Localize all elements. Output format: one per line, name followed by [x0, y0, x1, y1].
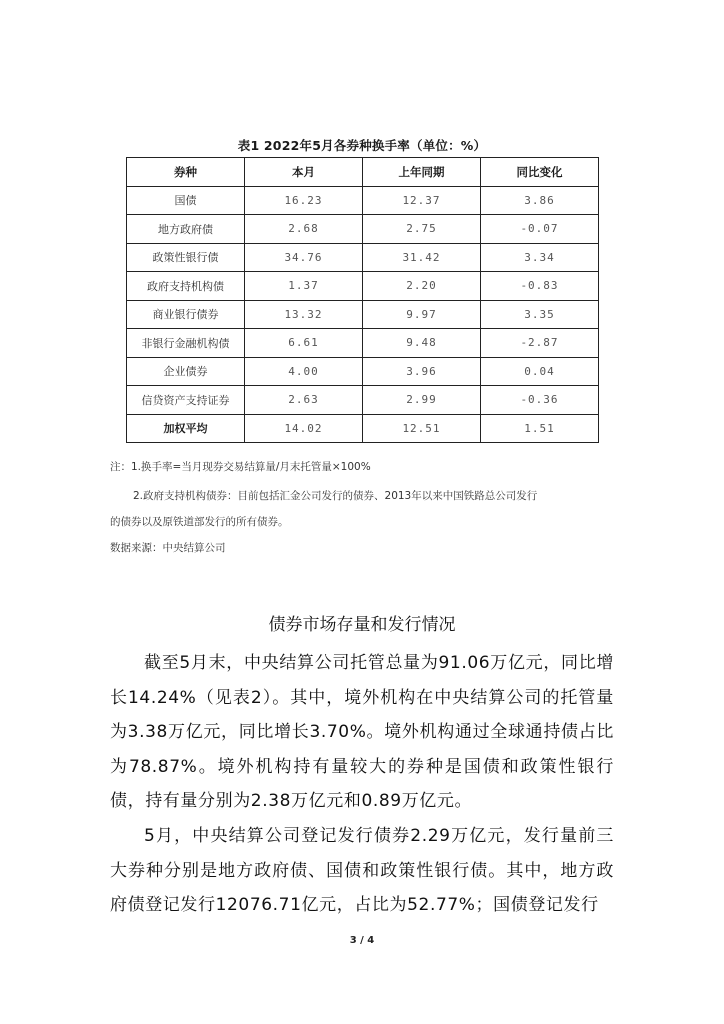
bond-type-cell: 地方政府债: [127, 215, 245, 244]
bond-type-cell: 政府支持机构债: [127, 272, 245, 301]
note-2-line-2: 的债券以及原铁道部发行的所有债券。: [110, 516, 289, 528]
last-year-cell: 2.99: [363, 386, 481, 415]
this-month-cell: 34.76: [245, 243, 363, 272]
yoy-change-cell: 1.51: [481, 414, 599, 443]
bond-type-cell: 商业银行债券: [127, 300, 245, 329]
this-month-cell: 2.68: [245, 215, 363, 244]
table-row: [127, 329, 599, 358]
note-1: 注：1.换手率=当月现券交易结算量/月末托管量×100%: [110, 461, 371, 473]
bond-type-cell: 政策性银行债: [127, 243, 245, 272]
yoy-change-cell: 3.35: [481, 300, 599, 329]
table-title: 表1 2022年5月各券种换手率（单位：%）: [237, 138, 487, 153]
table-header-row: [127, 158, 599, 187]
last-year-cell: 3.96: [363, 357, 481, 386]
bond-type-cell: 信贷资产支持证券: [127, 386, 245, 415]
note-2-line-1: 2.政府支持机构债券：目前包括汇金公司发行的债券、2013年以来中国铁路总公司发行: [133, 490, 538, 502]
table-row: [127, 272, 599, 301]
page-number: 3 / 4: [349, 935, 375, 946]
yoy-change-cell: -0.36: [481, 386, 599, 415]
header-last-year: 上年同期: [363, 158, 481, 187]
yoy-change-cell: -2.87: [481, 329, 599, 358]
last-year-cell: 2.20: [363, 272, 481, 301]
last-year-cell: 12.51: [363, 414, 481, 443]
last-year-cell: 2.75: [363, 215, 481, 244]
this-month-cell: 14.02: [245, 414, 363, 443]
last-year-cell: 12.37: [363, 186, 481, 215]
yoy-change-cell: -0.07: [481, 215, 599, 244]
header-this-month: 本月: [245, 158, 363, 187]
header-yoy-change: 同比变化: [481, 158, 599, 187]
table-row: [127, 357, 599, 386]
turnover-table: [126, 157, 599, 443]
yoy-change-cell: -0.83: [481, 272, 599, 301]
header-bond-type: 券种: [127, 158, 245, 187]
this-month-cell: 4.00: [245, 357, 363, 386]
table-row: [127, 215, 599, 244]
this-month-cell: 6.61: [245, 329, 363, 358]
yoy-change-cell: 3.34: [481, 243, 599, 272]
table-row-weighted-average: [127, 414, 599, 443]
data-source: 数据来源：中央结算公司: [110, 542, 226, 554]
this-month-cell: 1.37: [245, 272, 363, 301]
bond-type-cell: 非银行金融机构债: [127, 329, 245, 358]
bond-type-cell: 国债: [127, 186, 245, 215]
bond-type-cell: 加权平均: [127, 414, 245, 443]
paragraph-1: 截至5月末，中央结算公司托管总量为91.06万亿元，同比增长14.24%（见表2）。其中，境外机构在中央结算公司的托管量为3.38万亿元，同比增长3.70%。境外机构通过全球通持债占比为78.87%。境外机构持有量较大的券种是国债和政策性银行债，持有量分别为2.38万亿元和0.89万亿元。: [110, 653, 614, 812]
table-row: [127, 186, 599, 215]
yoy-change-cell: 0.04: [481, 357, 599, 386]
last-year-cell: 9.48: [363, 329, 481, 358]
this-month-cell: 2.63: [245, 386, 363, 415]
table-row: [127, 243, 599, 272]
section-title: 债券市场存量和发行情况: [268, 615, 456, 635]
last-year-cell: 9.97: [363, 300, 481, 329]
table-row: [127, 386, 599, 415]
yoy-change-cell: 3.86: [481, 186, 599, 215]
this-month-cell: 16.23: [245, 186, 363, 215]
last-year-cell: 31.42: [363, 243, 481, 272]
table-row: [127, 300, 599, 329]
bond-type-cell: 企业债券: [127, 357, 245, 386]
this-month-cell: 13.32: [245, 300, 363, 329]
paragraph-2: 5月，中央结算公司登记发行债券2.29万亿元，发行量前三大券种分别是地方政府债、国债和政策性银行债。其中，地方政府债登记发行12076.71亿元，占比为52.77%；国债登记发行: [110, 826, 614, 916]
